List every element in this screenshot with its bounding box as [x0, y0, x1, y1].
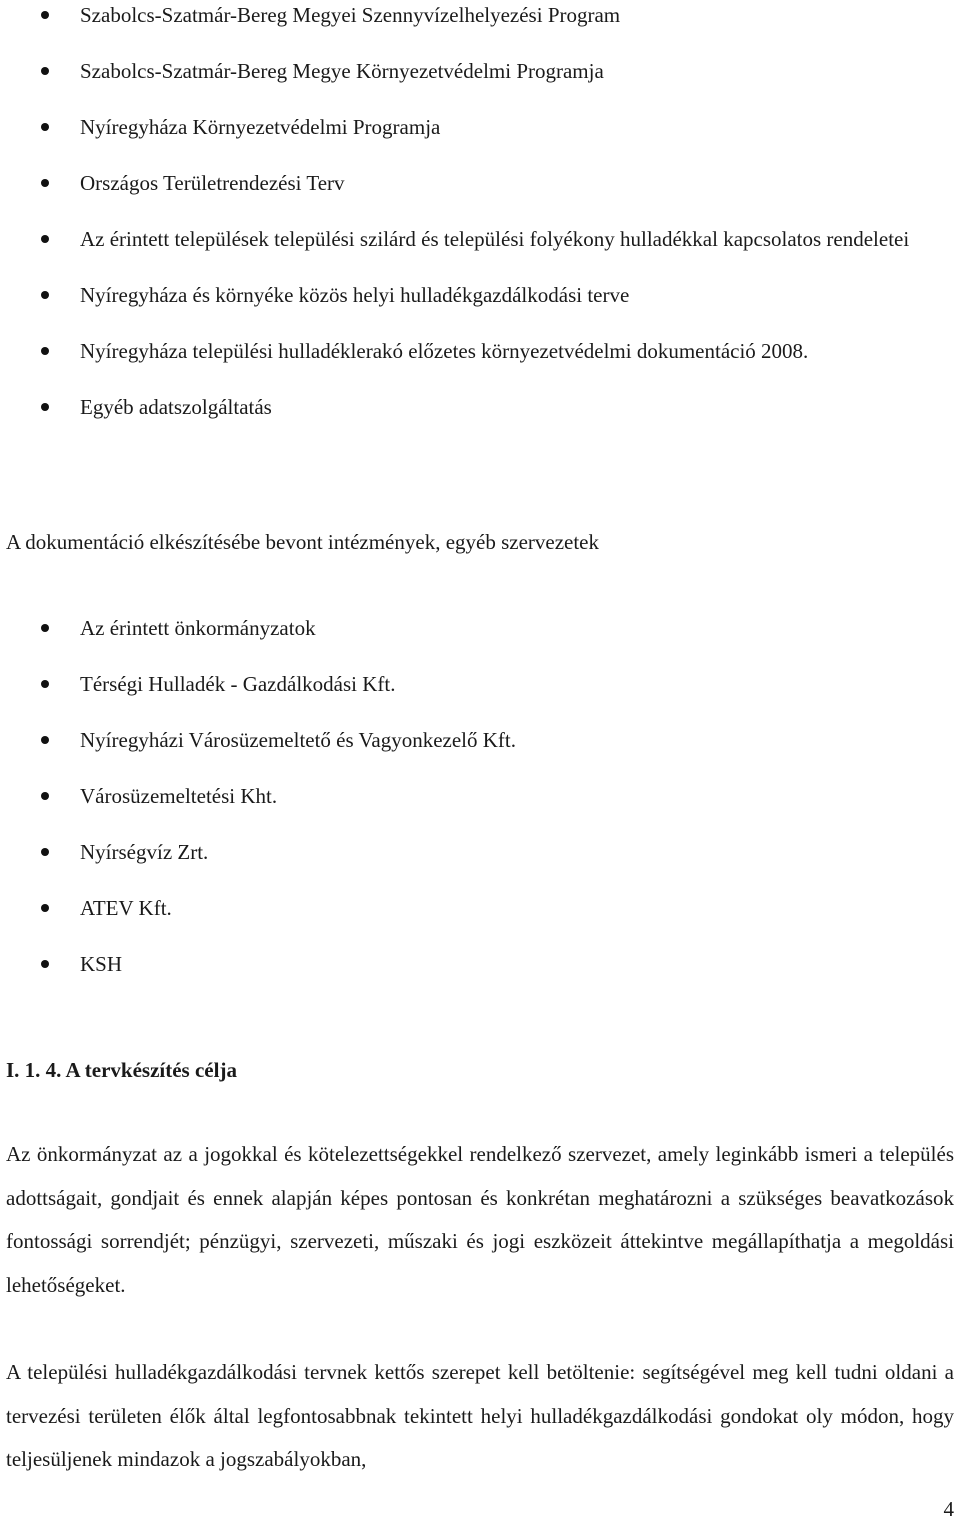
- bullet-icon: [41, 123, 49, 131]
- list-item: [0, 224, 960, 254]
- list-item-text: Országos Területrendezési Terv: [80, 171, 345, 195]
- list-item-text: Nyíregyháza és környéke közös helyi hulladékgazdálkodási terve: [80, 283, 630, 307]
- source-documents-list: [0, 0, 960, 422]
- list-item-text: Térségi Hulladék - Gazdálkodási Kft.: [80, 672, 396, 696]
- list-item: [0, 0, 960, 30]
- bullet-icon: [41, 291, 49, 299]
- list-item-text: Nyíregyháza Környezetvédelmi Programja: [80, 115, 441, 139]
- bullet-icon: [41, 11, 49, 19]
- bullet-icon: [41, 235, 49, 243]
- bullet-icon: [41, 792, 49, 800]
- list-item-text: KSH: [80, 952, 123, 976]
- bullet-icon: [41, 347, 49, 355]
- list-item-text: Nyíregyházi Városüzemeltető és Vagyonkezelő Kft.: [80, 728, 516, 752]
- list-item-text: Nyíregyháza települési hulladéklerakó előzetes környezetvédelmi dokumentáció 2008.: [80, 339, 809, 363]
- list-item: [0, 168, 960, 198]
- list-item-text: Az érintett települések települési szilárd és települési folyékony hulladékkal kapcsolatos rendeletei: [80, 227, 910, 251]
- bullet-icon: [41, 736, 49, 744]
- list-item: [0, 669, 960, 699]
- list-item-text: Az érintett önkormányzatok: [80, 616, 316, 640]
- list-item: [0, 280, 960, 310]
- list-item: [0, 725, 960, 755]
- list-item: [0, 56, 960, 86]
- page-number: 4: [943, 1497, 954, 1521]
- list-item-text: Egyéb adatszolgáltatás: [80, 395, 272, 419]
- list-item: [0, 949, 960, 979]
- list-item: [0, 837, 960, 867]
- institutions-heading: A dokumentáció elkészítésébe bevont intézmények, egyéb szervezetek: [6, 530, 600, 554]
- bullet-icon: [41, 904, 49, 912]
- list-item: [0, 112, 960, 142]
- list-item-text: Szabolcs-Szatmár-Bereg Megyei Szennyvízelhelyezési Program: [80, 3, 621, 27]
- list-item: [0, 613, 960, 643]
- list-item-text: Városüzemeltetési Kht.: [80, 784, 278, 808]
- bullet-icon: [41, 624, 49, 632]
- bullet-icon: [41, 179, 49, 187]
- institutions-list: [0, 613, 960, 979]
- section-title: I. 1. 4. A tervkészítés célja: [6, 1058, 237, 1082]
- paragraph: A települési hulladékgazdálkodási tervnek kettős szerepet kell betöltenie: segítségével meg kell tudni oldani a tervezési területen élők által legfontosabbnak tekintett helyi hulladékgazdálkodási gondokat oly módon, hogy teljesüljenek mindazok a jogszabályokban,: [6, 1360, 954, 1471]
- list-item: [0, 392, 960, 422]
- bullet-icon: [41, 960, 49, 968]
- paragraph: Az önkormányzat az a jogokkal és kötelezettségekkel rendelkező szervezet, amely leginkább ismeri a település adottságait, gondjait és ennek alapján képes pontosan és konkrétan meghatározni a szükséges beavatkozások fontossági sorrendjét; pénzügyi, szervezeti, műszaki és jogi eszközeit áttekintve megállapíthatja a megoldási lehetőségeket.: [6, 1142, 954, 1297]
- list-item-text: Nyírségvíz Zrt.: [80, 840, 209, 864]
- list-item-text: ATEV Kft.: [80, 896, 172, 920]
- bullet-icon: [41, 680, 49, 688]
- bullet-icon: [41, 67, 49, 75]
- list-item: [0, 893, 960, 923]
- list-item: [0, 781, 960, 811]
- list-item: [0, 336, 960, 366]
- bullet-icon: [41, 403, 49, 411]
- list-item-text: Szabolcs-Szatmár-Bereg Megye Környezetvédelmi Programja: [80, 59, 604, 83]
- bullet-icon: [41, 848, 49, 856]
